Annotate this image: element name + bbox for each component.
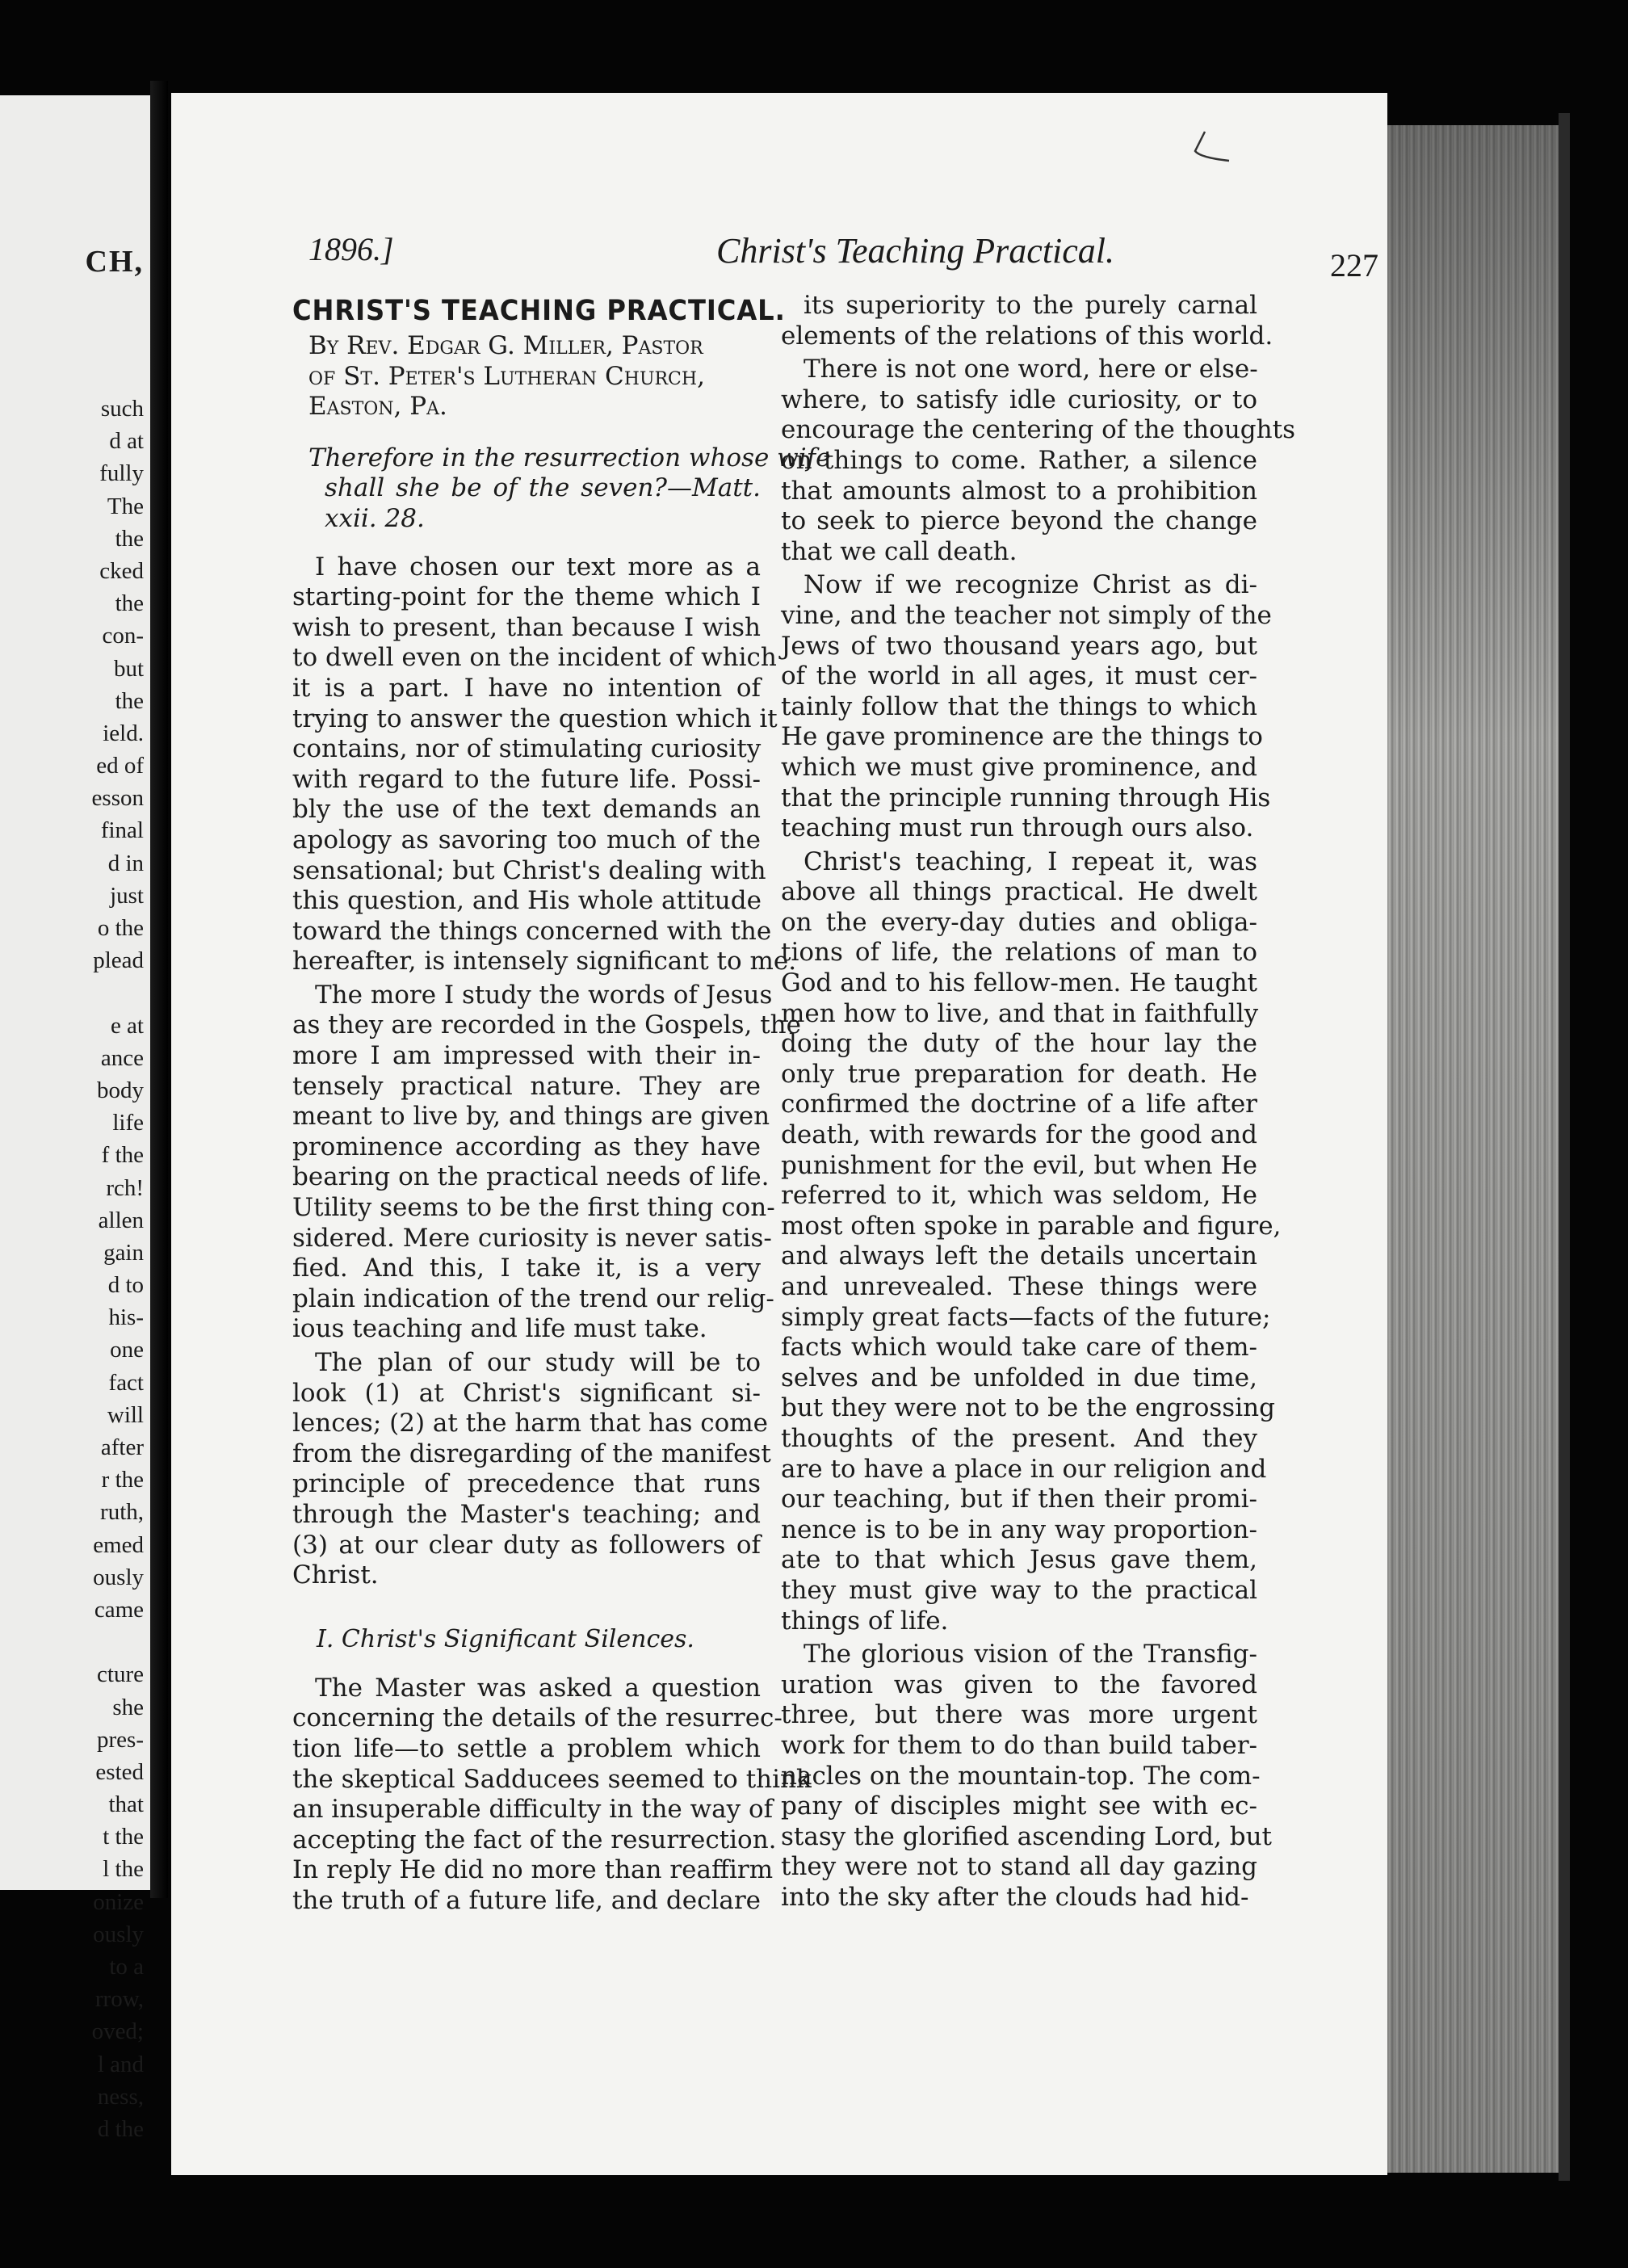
facing-page-line: the [115,525,144,552]
facing-page-line: just [110,882,144,909]
text-line: Christ's teaching, I repeat it, was [804,846,1257,876]
facing-page-fragment [0,95,150,2142]
text-line: are to have a place in our religion and [781,1454,1267,1484]
facing-page-line: came [94,1596,144,1623]
facing-page-line: cture [97,1661,144,1688]
facing-page-line: d to [107,1272,144,1299]
facing-page-line: one [110,1337,144,1363]
text-line: tainly follow that the things to which [781,691,1257,721]
text-line: through the Master's teaching; and [292,1499,761,1529]
text-line: thoughts of the present. And they [781,1423,1257,1453]
text-line: elements of the relations of this world. [781,321,1273,351]
text-line: starting-point for the theme which I [292,582,761,612]
paragraph [781,291,1273,351]
text-line: contains, nor of stimulating curiosity [292,734,762,764]
text-line: sidered. Mere curiosity is never satis- [292,1223,772,1253]
facing-page-line: fact [108,1369,144,1396]
text-line: nence is to be in any way proportion- [781,1514,1257,1544]
epigraph-line: xxii. 28. [325,503,425,533]
facing-page-line: will [107,1401,144,1428]
text-line: toward the things concerned with the [292,916,772,946]
facing-page-text [0,393,144,2145]
text-line: The Master was asked a question [315,1673,761,1703]
facing-page-line: but [113,655,144,682]
facing-page-line: rch! [106,1174,144,1201]
text-line: above all things practical. He dwelt [781,877,1257,907]
section-paragraph [292,1673,812,1917]
text-line: more I am impressed with their in- [292,1041,761,1071]
facing-page-line: cked [99,557,144,584]
facing-page-header: CH, [85,245,144,279]
facing-page-line: emed [93,1531,144,1558]
text-line: nacles on the mountain-top. The com- [781,1761,1261,1791]
text-line: encourage the centering of the thoughts [781,415,1295,445]
section-heading: I. Christ's Significant Silences. [317,1624,694,1653]
text-line: the skeptical Sadducees seemed to think [292,1764,812,1794]
text-line: and unrevealed. These things were [781,1272,1257,1301]
paragraph [292,980,801,1345]
book-gutter [150,81,168,1898]
text-line: look (1) at Christ's significant si- [292,1378,761,1408]
article-title: CHRIST'S TEACHING PRACTICAL. [292,295,786,327]
facing-page-line: esson [91,785,144,812]
text-line: Christ. [292,1560,379,1590]
left-paragraphs [292,552,801,1591]
text-line: the truth of a future life, and declare [292,1885,761,1915]
facing-page-line: ance [100,1044,144,1071]
header-title: Christ's Teaching Practical. [716,231,1115,271]
text-line: teaching must run through ours also. [781,813,1254,843]
facing-page-line: she [112,1694,144,1720]
facing-page-line: pres- [97,1726,144,1753]
text-line: meant to live by, and things are given [292,1102,770,1132]
facing-page-line: the [115,590,144,617]
text-line: which we must give prominence, and [781,752,1257,782]
facing-page-line: ously [93,1921,144,1947]
byline-line: Easton, Pa. [308,392,447,422]
book-cover-edge [1559,113,1570,2181]
facing-page-line: fully [99,460,144,487]
facing-page-line: l and [97,2051,144,2077]
header-year: 1896.] [308,231,394,267]
facing-page-line: oved; [91,2018,144,2045]
text-line: The plan of our study will be to [315,1348,761,1377]
facing-page-line: plead [93,947,144,974]
text-line: facts which would take care of them- [781,1333,1257,1363]
epigraph-line: shall she be of the seven?—Matt. [325,473,761,503]
text-line: sensational; but Christ's dealing with [292,855,766,885]
facing-page-line [0,1626,144,1658]
text-line: on the every-day duties and obliga- [781,907,1257,937]
text-line: death, with rewards for the good and [781,1120,1257,1150]
text-line: most often spoke in parable and figure, [781,1211,1282,1241]
book-page [171,93,1387,2175]
running-head [308,230,1415,287]
text-line: ate to that which Jesus gave them, [781,1545,1257,1575]
text-line: to dwell even on the incident of which [292,643,777,673]
text-line: referred to it, which was seldom, He [781,1181,1257,1211]
facing-page-line: t the [103,1824,144,1850]
paragraph [292,1348,771,1591]
text-line: uration was given to the favored [781,1670,1257,1699]
text-line: three, but there was more urgent [781,1700,1257,1730]
facing-page-line: his- [108,1304,144,1331]
text-line: where, to satisfy idle curiosity, or to [781,384,1257,414]
text-line: tensely practical nature. They are [292,1071,761,1101]
facing-page-line: rrow, [94,1986,144,2013]
left-column [292,291,831,1917]
facing-page-line: ed of [96,753,144,779]
facing-page-line: o the [97,915,144,941]
text-line: bly the use of the text demands an [292,795,761,825]
facing-page-line [0,976,144,1009]
text-line: an insuperable difficulty in the way of [292,1795,774,1825]
text-line: only true preparation for death. He [781,1059,1257,1089]
pencil-mark [1181,125,1253,174]
paragraph [781,355,1295,567]
text-line: selves and be unfolded in due time, [781,1363,1257,1392]
facing-page-line: onize [93,1888,144,1915]
facing-page-line: to a [109,1954,144,1980]
right-column [781,291,1295,1913]
facing-page-line: ruth, [100,1499,144,1526]
text-line: apology as savoring too much of the [292,825,761,855]
facing-page-line: the [115,687,144,714]
facing-page-line: gain [103,1239,144,1266]
text-line: tions of life, the relations of man to [781,938,1257,968]
text-line: (3) at our clear duty as followers of [292,1530,761,1560]
text-line: He gave prominence are the things to [781,722,1263,752]
text-line: as they are recorded in the Gospels, the [292,1010,801,1040]
facing-page-line: ously [93,1564,144,1590]
text-line: God and to his fellow-men. He taught [781,968,1257,998]
text-line: this question, and His whole attitude [292,886,762,916]
text-line: confirmed the doctrine of a life after [781,1090,1257,1119]
paragraph [781,570,1272,843]
text-line: it is a part. I have no intention of [292,673,761,703]
epigraph-line: Therefore in the resurrection whose wife [308,443,831,472]
facing-page-line: final [100,817,144,844]
right-paragraphs [781,291,1295,1913]
paragraph [781,1640,1272,1913]
facing-page-line: e at [110,1012,144,1039]
facing-page-line: d the [97,2115,144,2142]
text-line: principle of precedence that runs [292,1469,761,1499]
text-line: lences; (2) at the harm that has come [292,1409,769,1438]
facing-page-line: allen [98,1207,144,1233]
text-line: trying to answer the question which it [292,704,778,733]
text-line: In reply He did no more than reaffirm [292,1855,774,1885]
text-line: from the disregarding of the manifest [292,1438,771,1468]
text-line: that amounts almost to a prohibition [781,476,1257,506]
text-line: they were not to stand all day gazing [781,1852,1257,1882]
text-line: work for them to do than build taber- [781,1730,1257,1760]
text-line: accepting the fact of the resurrection. [292,1825,777,1854]
facing-page-line: l the [103,1856,144,1883]
facing-page-line: The [107,493,144,519]
text-line: fied. And this, I take it, is a very [292,1254,761,1283]
text-line: stasy the glorified ascending Lord, but [781,1821,1272,1851]
text-line: to seek to pierce beyond the change [781,506,1257,536]
text-line: prominence according as they have [292,1132,761,1161]
text-line: its superiority to the purely carnal [804,291,1257,320]
facing-page-line: after [100,1434,144,1460]
text-line: bearing on the practical needs of life. [292,1162,770,1192]
text-line: men how to live, and that in faithfully [781,998,1259,1028]
facing-page-line: con- [102,623,144,649]
facing-page-line: r the [101,1467,144,1493]
text-line: and always left the details uncertain [781,1241,1257,1271]
text-line: punishment for the evil, but when He [781,1150,1257,1180]
text-line: Now if we recognize Christ as di- [804,570,1257,600]
text-line: plain indication of the trend our relig- [292,1283,774,1313]
text-line: simply great facts—facts of the future; [781,1302,1271,1332]
page-edges-shade [1387,125,1559,2173]
text-line: wish to present, than because I wish [292,612,761,642]
text-line: doing the duty of the hour lay the [781,1029,1257,1059]
text-line: on things to come. Rather, a silence [781,445,1257,475]
text-line: Utility seems to be the first thing con- [292,1193,775,1223]
facing-page-line: life [112,1110,144,1136]
text-line: The more I study the words of Jesus [315,980,773,1010]
text-line: that the principle running through His [781,783,1271,813]
text-line: I have chosen our text more as a [315,552,761,582]
facing-page-line: ness, [97,2083,144,2110]
text-line: of the world in all ages, it must cer- [781,662,1257,691]
byline [292,331,761,422]
epigraph [292,443,831,535]
text-line: things of life. [781,1606,949,1636]
text-line: The glorious vision of the Transfig- [804,1640,1257,1670]
text-line: that we call death. [781,536,1018,566]
facing-page-line: that [108,1791,144,1818]
facing-page-line: body [97,1077,144,1103]
paragraph [781,846,1282,1636]
text-line: with regard to the future life. Possi- [292,764,761,794]
facing-page-line: ield. [103,720,144,746]
text-line: they must give way to the practical [781,1575,1257,1605]
facing-page-line: ested [95,1758,144,1785]
text-line: tion life—to settle a problem which [292,1733,761,1763]
facing-page-line: f the [101,1142,144,1169]
text-line: Jews of two thousand years ago, but [781,631,1257,661]
text-line: into the sky after the clouds had hid- [781,1882,1249,1912]
facing-page-line: d in [107,850,144,876]
page-number: 227 [1330,247,1378,284]
text-line: concerning the details of the resurrec- [292,1703,783,1733]
byline-line: of St. Peter's Lutheran Church, [308,361,705,391]
text-line: our teaching, but if then their promi- [781,1485,1257,1514]
byline-line: By Rev. Edgar G. Miller, Pastor [308,331,703,360]
text-line: ious teaching and life must take. [292,1314,707,1344]
facing-page-line: d at [109,428,144,455]
facing-page-line: such [100,396,144,422]
text-line: pany of disciples might see with ec- [781,1791,1257,1821]
text-line: vine, and the teacher not simply of the [781,600,1272,630]
text-line: There is not one word, here or else- [804,355,1258,384]
paragraph [292,552,797,977]
text-line: but they were not to be the engrossing [781,1393,1275,1423]
text-line: hereafter, is intensely significant to me. [292,947,797,976]
